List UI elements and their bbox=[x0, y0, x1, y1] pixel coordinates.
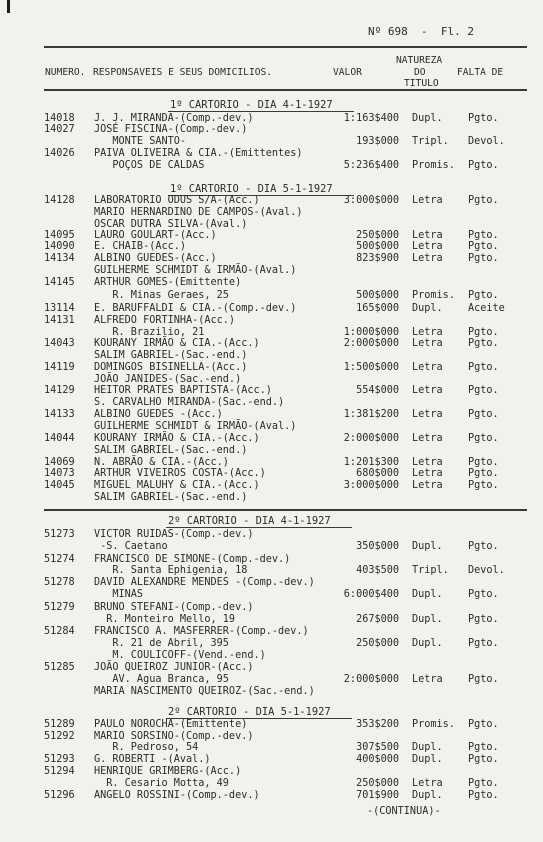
entry-natureza: Letra bbox=[412, 230, 443, 241]
entry-number: 14090 bbox=[44, 241, 75, 252]
entry-falta: Pgto. bbox=[468, 253, 499, 264]
entry-number: 14044 bbox=[44, 433, 75, 444]
section-title: 2º CARTORIO - DIA 4-1-1927 bbox=[168, 515, 331, 527]
entry-valor: 2:000$000 bbox=[343, 338, 399, 349]
entry-valor: 307$500 bbox=[356, 742, 399, 753]
entry-number: 14045 bbox=[44, 480, 75, 491]
entry-responsavel: KOURANY IRMÃO & CIA.-(Acc.) bbox=[94, 433, 260, 444]
entry-natureza: Letra bbox=[412, 409, 443, 420]
entry-responsavel: KOURANY IRMÃO & CIA.-(Acc.) bbox=[94, 338, 260, 349]
entry-number: 14043 bbox=[44, 338, 75, 349]
header-titulo: TITULO bbox=[404, 78, 439, 89]
page-number: Nº 698 - Fl. 2 bbox=[368, 25, 474, 38]
entry-valor: 500$000 bbox=[356, 290, 399, 301]
entry-falta: Pgto. bbox=[468, 433, 499, 444]
entry-responsavel: MONTE SANTO- bbox=[94, 136, 187, 147]
entry-number: 14026 bbox=[44, 148, 75, 159]
entry-responsavel: MINAS bbox=[94, 589, 144, 600]
entry-responsavel: HEITOR PRATES BAPTISTA-(Acc.) bbox=[94, 385, 272, 396]
entry-valor: 701$900 bbox=[356, 790, 399, 801]
entry-falta: Pgto. bbox=[468, 742, 499, 753]
entry-number: 14069 bbox=[44, 457, 75, 468]
entry-number: 51294 bbox=[44, 766, 75, 777]
entry-valor: 823$900 bbox=[356, 253, 399, 264]
entry-valor: 3:000$000 bbox=[343, 480, 399, 491]
entry-number: 51273 bbox=[44, 529, 75, 540]
entry-responsavel: SALIM GABRIEL-(Sac.-end.) bbox=[94, 445, 248, 456]
entry-responsavel: GUILHERME SCHMIDT & IRMÃO-(Aval.) bbox=[94, 265, 297, 276]
entry-falta: Pgto. bbox=[468, 457, 499, 468]
section-separator bbox=[44, 509, 527, 511]
entry-responsavel: VICTOR RUIDAS-(Comp.-dev.) bbox=[94, 529, 254, 540]
entry-number: 51285 bbox=[44, 662, 75, 673]
entry-valor: 5:236$400 bbox=[343, 160, 399, 171]
entry-falta: Pgto. bbox=[468, 790, 499, 801]
header-numero: NUMERO. bbox=[45, 67, 86, 78]
entry-responsavel: LAURO GOULART-(Acc.) bbox=[94, 230, 217, 241]
entry-falta: Pgto. bbox=[468, 362, 499, 373]
entry-number: 14129 bbox=[44, 385, 75, 396]
entry-valor: 3:000$000 bbox=[343, 195, 399, 206]
entry-responsavel: S. CARVALHO MIRANDA-(Sac.-end.) bbox=[94, 397, 285, 408]
entry-natureza: Tripl. bbox=[412, 136, 449, 147]
entry-responsavel: DAVID ALEXANDRE MENDES -(Comp.-dev.) bbox=[94, 577, 315, 588]
entry-responsavel: MARIO HERNARDINO DE CAMPOS-(Aval.) bbox=[94, 207, 303, 218]
entry-natureza: Letra bbox=[412, 674, 443, 685]
entry-responsavel: HENRIQUE GRIMBERG-(Acc.) bbox=[94, 766, 242, 777]
entry-valor: 1:163$400 bbox=[343, 113, 399, 124]
entry-valor: 403$500 bbox=[356, 565, 399, 576]
header-do: DO bbox=[414, 67, 426, 78]
section-underline bbox=[166, 527, 352, 528]
entry-natureza: Dupl. bbox=[412, 303, 443, 314]
entry-number: 14027 bbox=[44, 124, 75, 135]
entry-falta: Pgto. bbox=[468, 385, 499, 396]
entry-valor: 1:500$000 bbox=[343, 362, 399, 373]
entry-responsavel: J. J. MIRANDA-(Comp.-dev.) bbox=[94, 113, 254, 124]
entry-falta: Pgto. bbox=[468, 160, 499, 171]
entry-responsavel: JOÃO JANIDES-(Sac.-end.) bbox=[94, 374, 242, 385]
entry-falta: Pgto. bbox=[468, 468, 499, 479]
entry-number: 51293 bbox=[44, 754, 75, 765]
entry-responsavel: LABORATORIO ODUS S/A-(Acc.) bbox=[94, 195, 260, 206]
entry-responsavel: E. BARUFFALDI & CIA.-(Comp.-dev.) bbox=[94, 303, 297, 314]
entry-natureza: Letra bbox=[412, 468, 443, 479]
entry-valor: 1:201$300 bbox=[343, 457, 399, 468]
entry-natureza: Dupl. bbox=[412, 638, 443, 649]
entry-responsavel: JOSÉ FISCINA-(Comp.-dev.) bbox=[94, 124, 248, 135]
entry-responsavel: N. ABRÃO & CIA.-(Acc.) bbox=[94, 457, 229, 468]
header-falta: FALTA DE bbox=[457, 67, 504, 78]
entry-number: 51279 bbox=[44, 602, 75, 613]
entry-valor: 680$000 bbox=[356, 468, 399, 479]
entry-valor: 554$000 bbox=[356, 385, 399, 396]
entry-responsavel: BRUNO STEFANI-(Comp.-dev.) bbox=[94, 602, 254, 613]
entry-natureza: Promis. bbox=[412, 160, 455, 171]
entry-responsavel: R. Brazilio, 21 bbox=[94, 327, 205, 338]
entry-number: 14018 bbox=[44, 113, 75, 124]
entry-responsavel: E. CHAIB-(Acc.) bbox=[94, 241, 187, 252]
header-bottom-rule bbox=[44, 89, 527, 91]
entry-responsavel: FRANCISCO A. MASFERRER-(Comp.-dev.) bbox=[94, 626, 309, 637]
entry-natureza: Letra bbox=[412, 385, 443, 396]
entry-natureza: Dupl. bbox=[412, 754, 443, 765]
entry-number: 14131 bbox=[44, 315, 75, 326]
entry-falta: Devol. bbox=[468, 565, 505, 576]
entry-natureza: Letra bbox=[412, 241, 443, 252]
entry-falta: Devol. bbox=[468, 136, 505, 147]
entry-responsavel: G. ROBERTI -(Aval.) bbox=[94, 754, 211, 765]
entry-natureza: Letra bbox=[412, 433, 443, 444]
entry-falta: Pgto. bbox=[468, 754, 499, 765]
entry-valor: 250$000 bbox=[356, 638, 399, 649]
entry-natureza: Letra bbox=[412, 253, 443, 264]
entry-responsavel: SALIM GABRIEL-(Sac.-end.) bbox=[94, 350, 248, 361]
ink-mark bbox=[7, 0, 10, 13]
entry-responsavel: GUILHERME SCHMIDT & IRMÃO-(Aval.) bbox=[94, 421, 297, 432]
entry-valor: 1:000$000 bbox=[343, 327, 399, 338]
section-title: 2º CARTORIO - DIA 5-1-1927 bbox=[168, 706, 331, 718]
entry-natureza: Promis. bbox=[412, 719, 455, 730]
entry-valor: 353$200 bbox=[356, 719, 399, 730]
entry-responsavel: AV. Agua Branca, 95 bbox=[94, 674, 229, 685]
entry-responsavel: R. Minas Geraes, 25 bbox=[94, 290, 229, 301]
entry-responsavel: ALFREDO FORTINHA-(Acc.) bbox=[94, 315, 236, 326]
entry-falta: Pgto. bbox=[468, 241, 499, 252]
entry-responsavel: ALBINO GUEDES -(Acc.) bbox=[94, 409, 223, 420]
entry-natureza: Letra bbox=[412, 457, 443, 468]
entry-responsavel: PAULO NOROCHA-(Emittente) bbox=[94, 719, 248, 730]
entry-valor: 400$000 bbox=[356, 754, 399, 765]
entry-responsavel: ANGELO ROSSINI-(Comp.-dev.) bbox=[94, 790, 260, 801]
entry-valor: 500$000 bbox=[356, 241, 399, 252]
entry-responsavel: ARTHUR GOMES-(Emittente) bbox=[94, 277, 242, 288]
entry-falta: Pgto. bbox=[468, 113, 499, 124]
entry-valor: 193$000 bbox=[356, 136, 399, 147]
header-top-rule bbox=[44, 46, 527, 48]
entry-responsavel: PAIVA OLIVEIRA & CIA.-(Emittentes) bbox=[94, 148, 303, 159]
entry-natureza: Dupl. bbox=[412, 589, 443, 600]
entry-natureza: Letra bbox=[412, 480, 443, 491]
section-underline bbox=[168, 111, 354, 112]
entry-natureza: Letra bbox=[412, 327, 443, 338]
entry-number: 14119 bbox=[44, 362, 75, 373]
entry-number: 14128 bbox=[44, 195, 75, 206]
entry-number: 51289 bbox=[44, 719, 75, 730]
entry-falta: Pgto. bbox=[468, 409, 499, 420]
entry-responsavel: ALBINO GUEDES-(Acc.) bbox=[94, 253, 217, 264]
entry-falta: Pgto. bbox=[468, 230, 499, 241]
entry-falta: Pgto. bbox=[468, 327, 499, 338]
header-natureza: NATUREZA bbox=[396, 55, 443, 66]
entry-number: 51274 bbox=[44, 554, 75, 565]
entry-falta: Pgto. bbox=[468, 719, 499, 730]
continua-label: -(CONTINUA)- bbox=[367, 806, 441, 817]
entry-natureza: Letra bbox=[412, 778, 443, 789]
entry-falta: Pgto. bbox=[468, 195, 499, 206]
entry-natureza: Letra bbox=[412, 195, 443, 206]
entry-valor: 6:000$400 bbox=[343, 589, 399, 600]
entry-natureza: Dupl. bbox=[412, 113, 443, 124]
entry-valor: 250$000 bbox=[356, 230, 399, 241]
entry-falta: Pgto. bbox=[468, 290, 499, 301]
entry-responsavel: MARIO SORSINO-(Comp.-dev.) bbox=[94, 731, 254, 742]
entry-responsavel: ARTHUR VIVEIROS COSTA-(Acc.) bbox=[94, 468, 266, 479]
entry-falta: Pgto. bbox=[468, 614, 499, 625]
entry-responsavel: MIGUEL MALUHY & CIA.-(Acc.) bbox=[94, 480, 260, 491]
entry-responsavel: OSCAR DUTRA SILVA-(Aval.) bbox=[94, 219, 248, 230]
entry-valor: 1:381$200 bbox=[343, 409, 399, 420]
entry-number: 51296 bbox=[44, 790, 75, 801]
entry-falta: Pgto. bbox=[468, 480, 499, 491]
entry-number: 14134 bbox=[44, 253, 75, 264]
header-valor: VALOR bbox=[333, 67, 362, 78]
entry-valor: 250$000 bbox=[356, 778, 399, 789]
entry-responsavel: R. Monteiro Mello, 19 bbox=[94, 614, 236, 625]
entry-natureza: Promis. bbox=[412, 290, 455, 301]
entry-natureza: Tripl. bbox=[412, 565, 449, 576]
entry-number: 14095 bbox=[44, 230, 75, 241]
entry-responsavel: POÇOS DE CALDAS bbox=[94, 160, 205, 171]
section-title: 1º CARTORIO - DIA 5-1-1927 bbox=[170, 183, 333, 195]
entry-natureza: Letra bbox=[412, 338, 443, 349]
header-responsaveis: RESPONSAVEIS E SEUS DOMICILIOS. bbox=[93, 67, 273, 78]
entry-valor: 350$000 bbox=[356, 541, 399, 552]
entry-natureza: Letra bbox=[412, 362, 443, 373]
entry-falta: Pgto. bbox=[468, 541, 499, 552]
entry-natureza: Dupl. bbox=[412, 541, 443, 552]
entry-responsavel: FRANCISCO DE SIMONE-(Comp.-dev.) bbox=[94, 554, 291, 565]
entry-responsavel: JOÃO QUEIROZ JUNIOR-(Acc.) bbox=[94, 662, 254, 673]
entry-number: 14133 bbox=[44, 409, 75, 420]
entry-number: 14145 bbox=[44, 277, 75, 288]
entry-falta: Pgto. bbox=[468, 338, 499, 349]
entry-falta: Pgto. bbox=[468, 778, 499, 789]
entry-falta: Pgto. bbox=[468, 638, 499, 649]
entry-falta: Pgto. bbox=[468, 674, 499, 685]
entry-responsavel: MARIA NASCIMENTO QUEIROZ-(Sac.-end.) bbox=[94, 686, 315, 697]
entry-valor: 165$000 bbox=[356, 303, 399, 314]
entry-responsavel: -S. Caetano bbox=[94, 541, 168, 552]
entry-number: 14073 bbox=[44, 468, 75, 479]
entry-responsavel: SALIM GABRIEL-(Sac.-end.) bbox=[94, 492, 248, 503]
entry-valor: 267$000 bbox=[356, 614, 399, 625]
entry-natureza: Dupl. bbox=[412, 742, 443, 753]
entry-number: 51278 bbox=[44, 577, 75, 588]
entry-valor: 2:000$000 bbox=[343, 433, 399, 444]
entry-falta: Aceite bbox=[468, 303, 505, 314]
entry-natureza: Dupl. bbox=[412, 790, 443, 801]
entry-responsavel: R. Pedroso, 54 bbox=[94, 742, 199, 753]
entry-responsavel: R. Cesario Motta, 49 bbox=[94, 778, 229, 789]
section-title: 1º CARTORIO - DIA 4-1-1927 bbox=[170, 99, 333, 111]
entry-falta: Pgto. bbox=[468, 589, 499, 600]
entry-responsavel: DOMINGOS BISINELLA-(Acc.) bbox=[94, 362, 248, 373]
entry-responsavel: R. 21 de Abril, 395 bbox=[94, 638, 229, 649]
entry-number: 51284 bbox=[44, 626, 75, 637]
entry-natureza: Dupl. bbox=[412, 614, 443, 625]
entry-valor: 2:000$000 bbox=[343, 674, 399, 685]
entry-responsavel: R. Santa Ephigenia, 18 bbox=[94, 565, 248, 576]
entry-responsavel: M. COULICOFF-(Vend.-end.) bbox=[94, 650, 266, 661]
entry-number: 13114 bbox=[44, 303, 75, 314]
entry-number: 51292 bbox=[44, 731, 75, 742]
